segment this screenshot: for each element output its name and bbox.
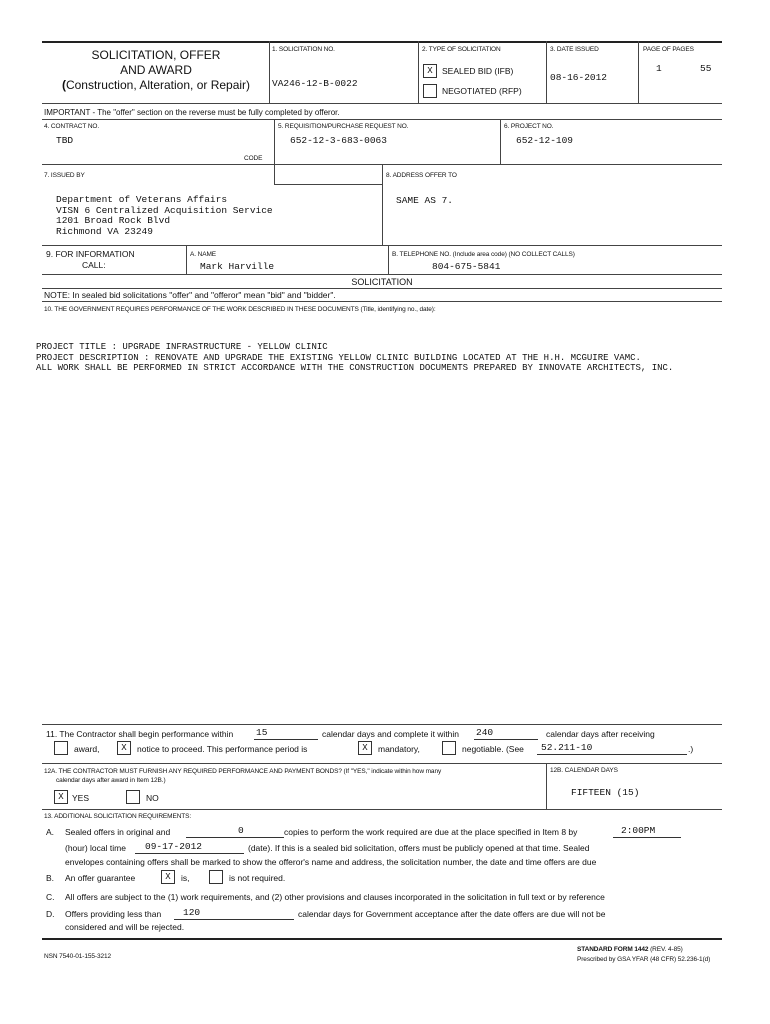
issued-by-line: Department of Veterans Affairs [56, 194, 228, 205]
info-call-label: 9. FOR INFORMATION CALL: [46, 249, 135, 270]
negotiated-label: NEGOTIATED (RFP) [442, 86, 522, 96]
bonds-yes-checkbox[interactable]: X [54, 790, 68, 804]
see-reference: 52.211-10 [541, 742, 593, 753]
negotiable-label: negotiable. (See [462, 744, 524, 754]
contract-no-label: 4. CONTRACT NO. [44, 123, 100, 130]
due-time: 2:00PM [621, 825, 656, 836]
block11-text-c: calendar days after receiving [546, 729, 655, 739]
work-description-line: PROJECT DESCRIPTION : RENOVATE AND UPGRADE THE EXISTING YELLOW CLINIC BUILDING LOCATED AT THE H.H. MCGUIRE VAMC. [36, 352, 641, 363]
guarantee-not-checkbox[interactable] [209, 870, 223, 884]
item-a-text3: (hour) local time [65, 843, 126, 853]
work-description-line: ALL WORK SHALL BE PERFORMED IN STRICT ACCORDANCE WITH THE CONSTRUCTION DOCUMENTS PREPARED BY INNOVATE ARCHITECTS, INC. [36, 363, 674, 373]
item-b-text1: An offer guarantee [65, 873, 136, 883]
page-number: 1 [656, 63, 662, 74]
telephone-label: B. TELEPHONE NO. (Include area code) (NO COLLECT CALLS) [392, 251, 575, 258]
address-offer-to: SAME AS 7. [396, 195, 454, 206]
form-title [42, 48, 270, 93]
item-d-text1: Offers providing less than [65, 909, 162, 919]
issued-by-label: 7. ISSUED BY [44, 172, 85, 179]
form-identifier: STANDARD FORM 1442 (REV. 4-85) [577, 946, 683, 953]
item-d-letter: D. [46, 909, 55, 919]
copies: 0 [238, 825, 244, 836]
requisition-no-label: 5. REQUISITION/PURCHASE REQUEST NO. [278, 123, 409, 130]
bonds-yes-label: YES [72, 793, 90, 803]
form-title-line3: (Construction, Alteration, or Repair) [61, 78, 251, 92]
notice-to-proceed-checkbox[interactable]: X [117, 741, 131, 755]
guarantee-is-checkbox[interactable]: X [161, 870, 175, 884]
page-count: 55 [700, 63, 712, 74]
work-description-line: PROJECT TITLE : UPGRADE INFRASTRUCTURE - YELLOW CLINIC [36, 342, 328, 352]
item-a-text2: copies to perform the work required are due at the place specified in Item 8 by [284, 827, 578, 837]
solicitation-no: VA246-12-B-0022 [272, 78, 358, 89]
address-offer-label: 8. ADDRESS OFFER TO [386, 172, 457, 179]
negotiated-checkbox[interactable] [423, 84, 437, 98]
bonds-no-checkbox[interactable] [126, 790, 140, 804]
calendar-days-label: 12B. CALENDAR DAYS [550, 767, 618, 774]
item-a-text1: Sealed offers in original and [65, 827, 171, 837]
contact-name: Mark Harville [200, 261, 275, 272]
item-c-letter: C. [46, 892, 55, 902]
project-no: 652-12-109 [516, 135, 574, 146]
block11-text-a: 11. The Contractor shall begin performance within [46, 729, 234, 739]
page-of-pages-label: PAGE OF PAGES [643, 46, 694, 53]
contact-name-label: A. NAME [190, 251, 217, 258]
see-reference-close: .) [688, 744, 694, 754]
begin-days: 15 [256, 727, 268, 738]
requisition-no: 652-12-3-683-0063 [290, 135, 387, 146]
prescribed-by: Prescribed by GSA YFAR (48 CFR) 52.236-1(d) [577, 956, 711, 963]
solicitation-type-label: 2. TYPE OF SOLICITATION [422, 46, 501, 53]
negotiable-checkbox[interactable] [442, 741, 456, 755]
telephone: 804-675-5841 [432, 261, 501, 272]
mandatory-label: mandatory, [378, 744, 420, 754]
issued-by-line: Richmond VA 23249 [56, 225, 153, 237]
min-acceptance-days: 120 [183, 907, 201, 918]
date-issued-label: 3. DATE ISSUED [550, 46, 599, 53]
award-label: award, [74, 744, 100, 754]
work-description-label: 10. THE GOVERNMENT REQUIRES PERFORMANCE OF THE WORK DESCRIBED IN THESE DOCUMENTS (Title, identifying no., date): [44, 306, 436, 313]
bonds-label: 12A. THE CONTRACTOR MUST FURNISH ANY REQUIRED PERFORMANCE AND PAYMENT BONDS? (If "YES," indicate within how many calendar days after award in Item 12B.) [44, 768, 442, 784]
sealed-bid-checkbox[interactable]: X [423, 64, 437, 78]
mandatory-checkbox[interactable]: X [358, 741, 372, 755]
issued-by-line: VISN 6 Centralized Acquisition Service [56, 204, 273, 216]
date-issued: 08-16-2012 [550, 72, 608, 83]
item-a-text5: envelopes containing offers shall be marked to show the offeror's name and address, the solicitation number, the date and time offers are due [65, 857, 597, 867]
additional-requirements-label: 13. ADDITIONAL SOLICITATION REQUIREMENTS: [44, 813, 192, 820]
item-c-text: All offers are subject to the (1) work requirements, and (2) other provisions and clauses incorporated in the solicitation in full text or by reference [65, 892, 605, 902]
block11-text-b: calendar days and complete it within [322, 729, 460, 739]
contract-no: TBD [56, 135, 74, 146]
award-checkbox[interactable] [54, 741, 68, 755]
work-description [36, 342, 673, 374]
sealed-bid-note: NOTE: In sealed bid solicitations "offer" and "offeror" mean "bid" and "bidder". [44, 290, 336, 300]
form-top-border [42, 41, 722, 43]
solicitation-heading: SOLICITATION [351, 277, 413, 287]
item-d-text2: calendar days for Government acceptance after the date offers are due will not be [298, 909, 606, 919]
bonds-no-label: NO [146, 793, 159, 803]
issued-by-address [56, 195, 273, 237]
important-note: IMPORTANT - The "offer" section on the reverse must be fully completed by offeror. [44, 108, 340, 117]
form-bottom-border [42, 938, 722, 940]
form-title-line1: SOLICITATION, OFFER [91, 48, 221, 62]
form-title-line2: AND AWARD [120, 63, 192, 77]
item-a-letter: A. [46, 827, 55, 837]
project-no-label: 6. PROJECT NO. [504, 123, 554, 130]
code-label: CODE [244, 155, 263, 162]
nsn-number: NSN 7540-01-155-3212 [44, 953, 112, 960]
calendar-days: FIFTEEN (15) [571, 787, 640, 798]
complete-days: 240 [476, 727, 494, 738]
item-b-is: is, [181, 873, 190, 883]
item-a-text4: (date). If this is a sealed bid solicitation, offers must be publicly opened at that time. Sealed [248, 843, 590, 853]
due-date: 09-17-2012 [145, 841, 203, 852]
issued-by-line: 1201 Broad Rock Blvd [56, 215, 171, 226]
item-b-letter: B. [46, 873, 55, 883]
notice-to-proceed-label: notice to proceed. This performance period is [137, 744, 308, 754]
item-d-text3: considered and will be rejected. [65, 922, 185, 932]
item-b-text2: is not required. [229, 873, 286, 883]
sealed-bid-label: SEALED BID (IFB) [442, 66, 514, 76]
solicitation-no-label: 1. SOLICITATION NO. [272, 46, 335, 53]
